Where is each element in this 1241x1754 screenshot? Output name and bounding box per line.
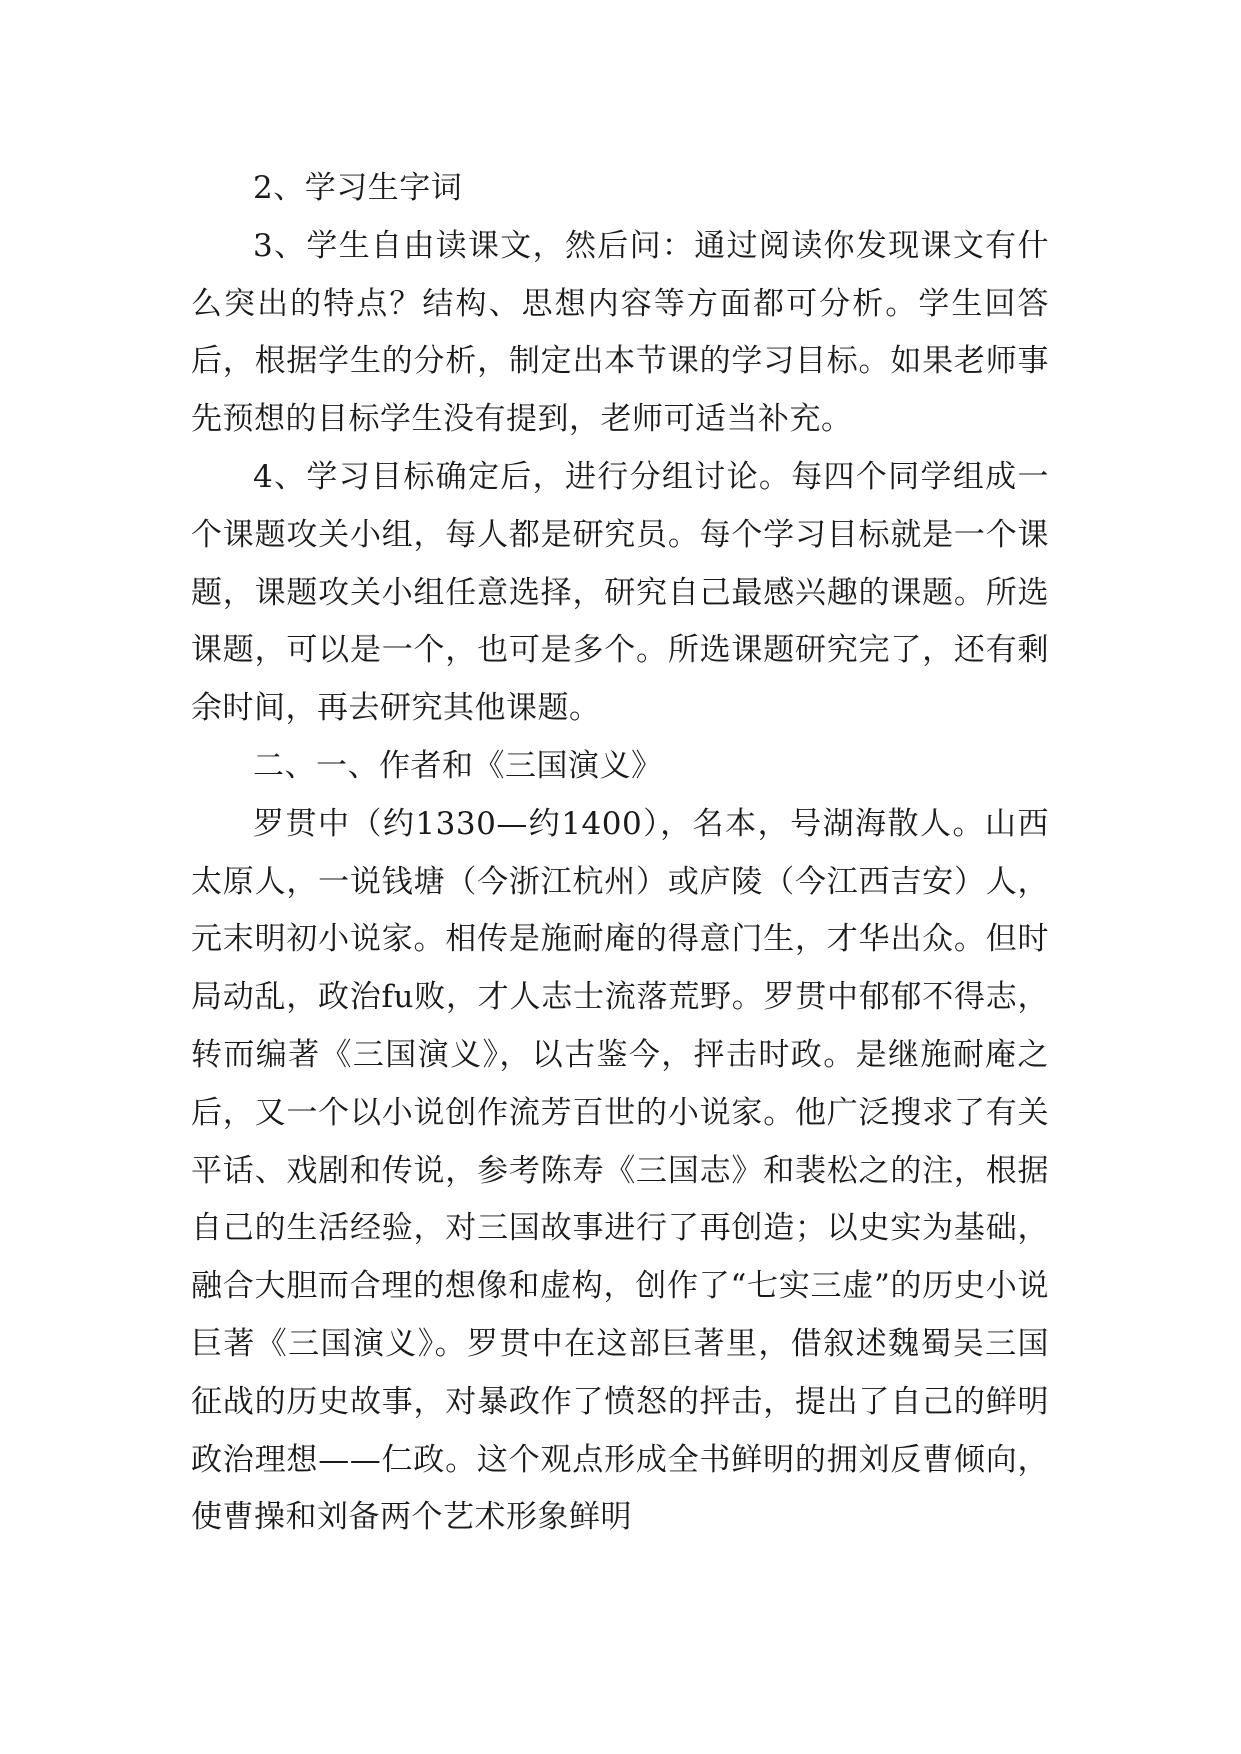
body-text [191, 160, 1049, 1547]
paragraph-author-bio: 罗贯中（约1330—约1400），名本，号湖海散人。山西太原人，一说钱塘（今浙江杭州）或庐陵（今江西吉安）人，元末明初小说家。相传是施耐庵的得意门生，才华出众。但时局动乱，政治fu败，才人志士流落荒野。罗贯中郁郁不得志，转而编著《三国演义》，以古鉴今，抨击时政。是继施耐庵之后，又一个以小说创作流芳百世的小说家。他广泛搜求了有关平话、戏剧和传说，参考陈寿《三国志》和裴松之的注，根据自己的生活经验，对三国故事进行了再创造；以史实为基础，融合大胆而合理的想像和虚构，创作了“七实三虚”的历史小说巨著《三国演义》。罗贯中在这部巨著里，借叙述魏蜀吴三国征战的历史故事，对暴政作了愤怒的抨击，提出了自己的鲜明政治理想——仁政。这个观点形成全书鲜明的拥刘反曹倾向，使曹操和刘备两个艺术形象鲜明 [191, 805, 1049, 1536]
paragraph-step-2: 2、学习生字词 [253, 170, 463, 206]
section-heading-author: 二、一、作者和《三国演义》 [253, 747, 663, 784]
paragraph-step-3: 3、学生自由读课文，然后问：通过阅读你发现课文有什么突出的特点？结构、思想内容等方面都可分析。学生回答后，根据学生的分析，制定出本节课的学习目标。如果老师事先预想的目标学生没有提到，老师可适当补充。 [191, 227, 1049, 438]
paragraph-step-4: 4、学习目标确定后，进行分组讨论。每四个同学组成一个课题攻关小组，每人都是研究员。每个学习目标就是一个课题，课题攻关小组任意选择，研究自己最感兴趣的课题。所选课题，可以是一个，也可是多个。所选课题研究完了，还有剩余时间，再去研究其他课题。 [191, 458, 1049, 727]
